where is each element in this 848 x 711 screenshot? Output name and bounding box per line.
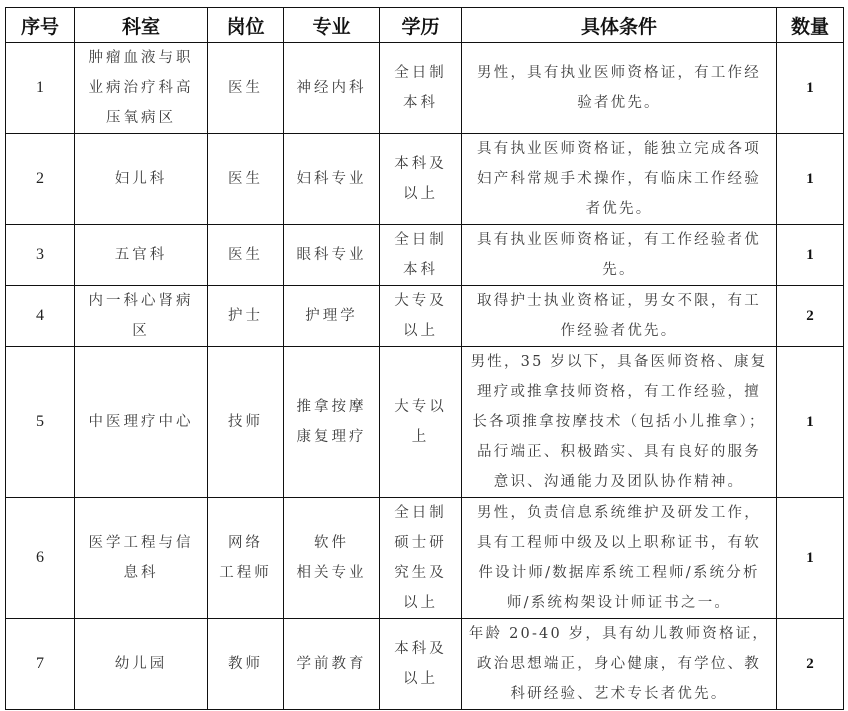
conditions-cell [462,225,777,286]
conditions-line: 科研经验、艺术专长者优先。 [510,686,728,702]
row-number: 1 [6,43,75,134]
position-cell [208,498,284,619]
department-cell [75,225,208,286]
dept-line: 息科 [123,565,159,581]
conditions-line: 具有执业医师资格证，能独立完成各项 [477,141,761,157]
conditions-cell [462,43,777,134]
recruitment-table [5,7,844,710]
row-number: 5 [6,347,75,498]
count-cell: 1 [777,134,844,225]
conditions-cell [462,498,777,619]
row-number: 4 [6,286,75,347]
major-line: 护理学 [305,308,358,324]
position-cell [208,225,284,286]
major-cell [284,347,380,498]
education-cell [380,134,462,225]
conditions-line: 具有执业医师资格证，有工作经验者优 [477,232,761,248]
department-cell [75,498,208,619]
header-conditions: 具体条件 [462,8,777,43]
education-line: 以上 [403,323,438,339]
major-line: 神经内科 [296,80,367,96]
conditions-line: 取得护士执业资格证，男女不限，有工 [477,293,761,309]
conditions-line: 妇产科常规手术操作，有临床工作经验 [477,171,761,187]
major-line: 学前教育 [296,656,367,672]
education-line: 以上 [403,595,438,611]
education-line: 本科及 [394,156,447,172]
dept-line: 区 [132,323,150,339]
row-number: 3 [6,225,75,286]
department-cell [75,347,208,498]
position-line: 网络 [228,535,263,551]
conditions-line: 男性，负责信息系统维护及研发工作， [477,505,761,521]
education-line: 硕士研 [394,535,447,551]
major-line: 推拿按摩 [296,399,367,415]
education-cell [380,43,462,134]
education-line: 究生及 [394,565,447,581]
row-number: 7 [6,619,75,710]
conditions-line: 件设计师/数据库系统工程师/系统分析 [478,565,760,581]
education-cell [380,498,462,619]
major-cell [284,286,380,347]
conditions-line: 师/系统构架设计师证书之一。 [506,595,732,611]
education-cell [380,225,462,286]
education-line: 本科 [403,95,438,111]
count-cell: 2 [777,286,844,347]
major-cell [284,498,380,619]
department-cell [75,619,208,710]
count-cell: 1 [777,347,844,498]
major-line: 软件 [314,535,349,551]
conditions-cell [462,134,777,225]
header-education: 学历 [380,8,462,43]
conditions-line: 男性，35 岁以下，具备医师资格、康复 [470,354,768,370]
conditions-line: 理疗或推拿技师资格，有工作经验，擅 [477,384,761,400]
table-row [6,43,844,134]
count-cell: 1 [777,498,844,619]
education-line: 本科及 [394,641,447,657]
position-line: 医生 [228,80,263,96]
education-cell [380,286,462,347]
major-line: 妇科专业 [296,171,367,187]
row-number: 2 [6,134,75,225]
table-header-row [6,8,844,43]
conditions-line: 具有工程师中级及以上职称证书，有软 [477,535,761,551]
position-cell [208,43,284,134]
conditions-line: 长各项推拿按摩技术（包括小儿推拿）； [472,414,766,430]
count-cell: 1 [777,225,844,286]
position-cell [208,134,284,225]
major-cell [284,134,380,225]
conditions-line: 政治思想端正，身心健康，有学位、教 [477,656,761,672]
count-cell: 1 [777,43,844,134]
major-cell [284,619,380,710]
position-line: 护士 [228,308,263,324]
education-line: 全日制 [394,232,447,248]
header-dept: 科室 [75,8,208,43]
department-cell [75,286,208,347]
education-line: 以上 [403,671,438,687]
major-line: 康复理疗 [296,429,367,445]
education-cell [380,619,462,710]
dept-line: 中医理疗中心 [88,414,194,430]
dept-line: 压氧病区 [106,110,176,126]
table-row [6,134,844,225]
dept-line: 妇儿科 [114,171,168,187]
conditions-cell [462,286,777,347]
position-line: 医生 [228,171,263,187]
major-cell [284,225,380,286]
header-position: 岗位 [208,8,284,43]
conditions-line: 验者优先。 [577,95,661,111]
table-row [6,286,844,347]
major-line: 相关专业 [296,565,367,581]
major-cell [284,43,380,134]
position-cell [208,619,284,710]
education-cell [380,347,462,498]
education-line: 本科 [403,262,438,278]
position-line: 教师 [228,656,263,672]
position-cell [208,286,284,347]
education-line: 上 [411,429,430,445]
position-cell [208,347,284,498]
header-major: 专业 [284,8,380,43]
table-row [6,347,844,498]
department-cell [75,134,208,225]
education-line: 全日制 [394,505,447,521]
dept-line: 五官科 [114,247,168,263]
dept-line: 医学工程与信 [88,535,194,551]
conditions-line: 者优先。 [585,201,653,217]
header-no: 序号 [6,8,75,43]
conditions-line: 意识、沟通能力及团队协作精神。 [493,474,745,490]
dept-line: 内一科心肾病 [88,293,194,309]
dept-line: 肿瘤血液与职 [88,50,194,66]
conditions-line: 作经验者优先。 [560,323,678,339]
position-line: 工程师 [219,565,272,581]
education-line: 全日制 [394,65,447,81]
table-row [6,225,844,286]
major-line: 眼科专业 [296,247,367,263]
conditions-line: 品行端正、积极踏实、具有良好的服务 [477,444,761,460]
education-line: 大专以 [394,399,447,415]
conditions-line: 男性，具有执业医师资格证，有工作经 [477,65,761,81]
table-row [6,619,844,710]
table-row [6,498,844,619]
conditions-line: 先。 [602,262,636,278]
position-line: 技师 [228,414,263,430]
education-line: 大专及 [394,293,447,309]
conditions-line: 年龄 20-40 岁，具有幼儿教师资格证， [468,626,770,642]
dept-line: 幼儿园 [114,656,168,672]
header-count: 数量 [777,8,844,43]
row-number: 6 [6,498,75,619]
count-cell: 2 [777,619,844,710]
department-cell [75,43,208,134]
dept-line: 业病治疗科高 [88,80,194,96]
position-line: 医生 [228,247,263,263]
conditions-cell [462,347,777,498]
education-line: 以上 [403,186,438,202]
conditions-cell [462,619,777,710]
